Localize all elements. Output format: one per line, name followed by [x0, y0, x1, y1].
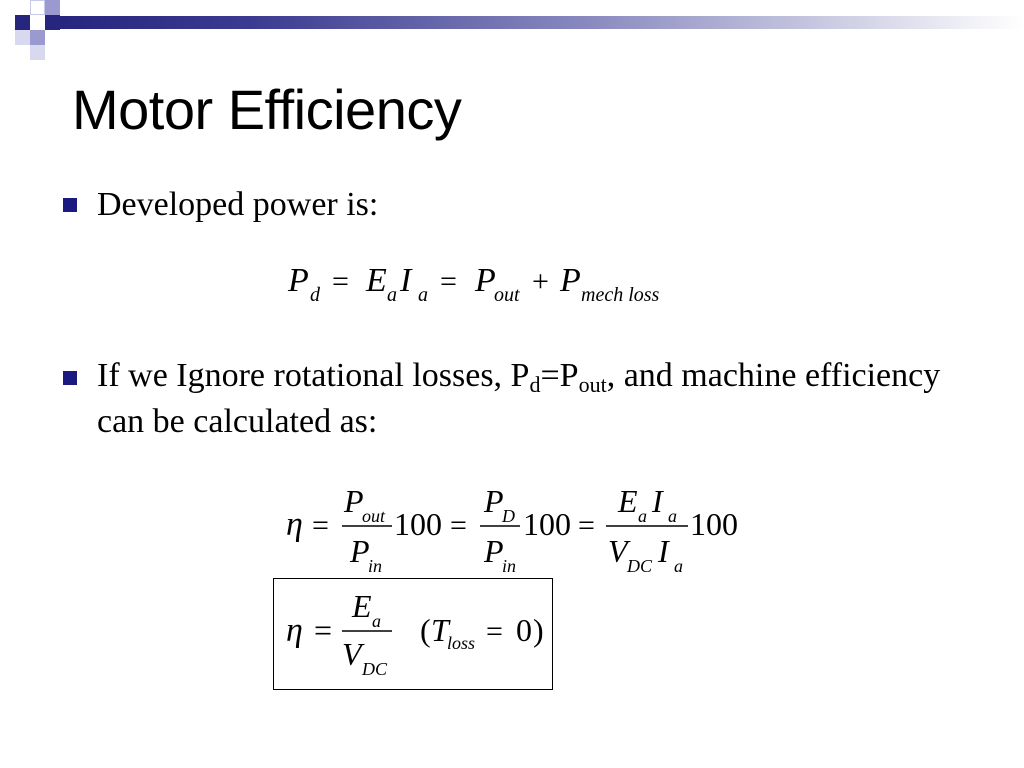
eq1-Ploss: P [560, 262, 581, 299]
deco-square [30, 30, 45, 45]
eq1-Pout: P [475, 262, 496, 299]
header-gradient-bar [60, 16, 1024, 29]
eq1-E-sub: a [387, 284, 397, 306]
eq3-T-sub: loss [447, 633, 476, 653]
deco-square [15, 15, 30, 30]
eq3-paren-open: ( [420, 612, 431, 648]
deco-square [15, 30, 30, 45]
eq2-f1-den-sub: in [368, 556, 383, 576]
eq3-T: T [431, 612, 449, 648]
eq3-eta: η [286, 612, 303, 649]
eq2-f3-den-V: V [608, 533, 628, 569]
eq1-Ploss-sub: mech loss [581, 284, 660, 306]
eq3-den: V [342, 636, 362, 672]
eq2-eta: η [286, 506, 303, 543]
eq1-Pout-sub: out [494, 284, 520, 306]
deco-square [30, 0, 45, 15]
eq2-f2-num-sub: D [502, 506, 515, 526]
eq2-equals-3: = [578, 509, 595, 542]
bullet2-sub-out: out [578, 372, 607, 397]
eq2-f3-num-I: I [652, 483, 663, 519]
bullet2-text-before: If we Ignore rotational losses, P [97, 357, 530, 394]
bullet2-text-after: , and machine efficiency can be calculated as: [97, 357, 941, 440]
eq1-equals-2: = [440, 265, 457, 298]
eq2-f2-den-sub: in [502, 556, 517, 576]
eq2-f3-den-V-sub: DC [627, 556, 653, 576]
eq1-P-sub: d [310, 284, 320, 306]
deco-square [30, 45, 45, 60]
eq2-f3-num-E: E [618, 483, 638, 519]
deco-square [45, 15, 60, 30]
eq1-plus: + [532, 265, 549, 298]
eq2-mult-3: 100 [690, 506, 738, 542]
bullet2-sub-d: d [529, 372, 541, 397]
bullet-developed-power: Developed power is: [97, 186, 379, 223]
eq2-f3-num-E-sub: a [638, 506, 647, 526]
eq2-f2-den: P [484, 533, 504, 569]
eq3-cond-equals: = [486, 615, 503, 648]
eq1-I-sub: a [418, 284, 428, 306]
eq2-f3-den-I-sub: a [674, 556, 683, 576]
eq3-paren-close: ) [533, 612, 544, 648]
eq2-equals-1: = [312, 509, 329, 542]
eq3-num-sub: a [372, 611, 381, 631]
header-decoration [0, 0, 1024, 62]
bullet-marker [63, 198, 77, 212]
slide-title: Motor Efficiency [72, 78, 462, 141]
eq2-equals-2: = [450, 509, 467, 542]
eq2-f1-num: P [344, 483, 364, 519]
eq1-I: I [400, 262, 412, 299]
equation-developed-power [280, 255, 700, 315]
eq2-f1-num-sub: out [362, 506, 386, 526]
eq3-den-sub: DC [362, 659, 388, 679]
eq2-mult-2: 100 [523, 506, 571, 542]
equation-boxed-efficiency [280, 585, 550, 685]
eq2-mult-1: 100 [394, 506, 442, 542]
eq1-equals-1: = [332, 265, 349, 298]
eq3-num: E [352, 588, 372, 624]
eq1-E: E [366, 262, 387, 299]
bullet-efficiency-text [97, 353, 977, 445]
eq2-f1-den: P [350, 533, 370, 569]
bullet-marker [63, 371, 77, 385]
eq2-f3-den-I: I [658, 533, 669, 569]
equation-efficiency [280, 482, 760, 578]
eq2-f2-num: P [484, 483, 504, 519]
bullet2-text-mid: =P [540, 357, 579, 394]
deco-square [45, 0, 60, 15]
eq1-P: P [288, 262, 309, 299]
eq2-f3-num-I-sub: a [668, 506, 677, 526]
eq3-equals: = [314, 612, 333, 648]
eq3-zero: 0 [516, 612, 532, 648]
